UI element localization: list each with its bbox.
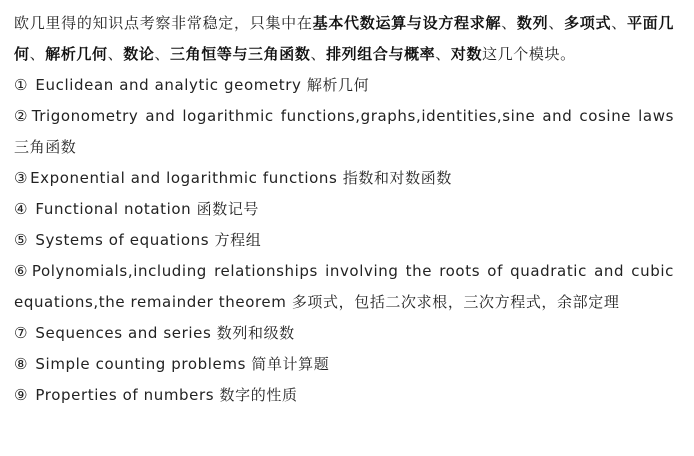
module-text: Functional notation 函数记号 — [30, 200, 260, 218]
intro-prefix: 欧几里得的知识点考察非常稳定，只集中在 — [14, 14, 313, 32]
module-text: Polynomials,including relationships involving the roots of quadratic and cubic equations,the remainder theorem 多项式，包括二次求根，三次方程式，余部定理 — [14, 262, 674, 311]
module-number: ⑤ — [14, 231, 29, 249]
topic-separator: 、 — [154, 45, 171, 63]
module-number: ① — [14, 76, 29, 94]
module-number: ⑦ — [14, 324, 29, 342]
topic-5: 数论 — [123, 45, 155, 63]
module-item — [14, 194, 674, 225]
module-text: Trigonometry and logarithmic functions,graphs,identities,sine and cosine laws 三角函数 — [14, 107, 674, 156]
topic-6: 三角恒等与三角函数 — [170, 45, 311, 63]
module-text: Exponential and logarithmic functions 指数和对数函数 — [30, 169, 452, 187]
topic-separator: 、 — [29, 45, 46, 63]
module-text: Sequences and series 数列和级数 — [30, 324, 295, 342]
module-number: ⑨ — [14, 386, 29, 404]
topic-separator: 、 — [501, 14, 517, 32]
module-text: Systems of equations 方程组 — [30, 231, 262, 249]
module-item — [14, 225, 674, 256]
topic-4: 解析几何 — [45, 45, 108, 63]
module-text: Euclidean and analytic geometry 解析几何 — [30, 76, 370, 94]
module-item — [14, 163, 674, 194]
module-number: ⑥ — [14, 262, 30, 280]
module-number: ⑧ — [14, 355, 29, 373]
topic-2: 多项式 — [564, 14, 612, 32]
topic-separator: 、 — [611, 14, 627, 32]
module-number: ② — [14, 107, 30, 125]
module-text: Properties of numbers 数字的性质 — [30, 386, 298, 404]
topic-separator: 、 — [107, 45, 124, 63]
topic-0: 基本代数运算与设方程求解 — [312, 14, 502, 32]
topic-separator: 、 — [435, 45, 451, 63]
document-body — [14, 8, 674, 411]
intro-suffix: 这几个模块。 — [482, 45, 576, 63]
module-item — [14, 256, 674, 318]
module-text: Simple counting problems 简单计算题 — [30, 355, 330, 373]
topic-separator: 、 — [548, 14, 565, 32]
topic-7: 排列组合与概率 — [326, 45, 436, 63]
topic-8: 对数 — [450, 45, 483, 63]
module-item — [14, 318, 674, 349]
module-number: ④ — [14, 200, 29, 218]
module-number: ③ — [14, 169, 29, 187]
intro-paragraph — [14, 8, 674, 70]
topic-3: 平面几何 — [14, 14, 674, 63]
topic-separator: 、 — [310, 45, 327, 63]
topic-1: 数列 — [516, 14, 549, 32]
module-item — [14, 70, 674, 101]
module-item — [14, 101, 674, 163]
module-item — [14, 349, 674, 380]
module-item — [14, 380, 674, 411]
